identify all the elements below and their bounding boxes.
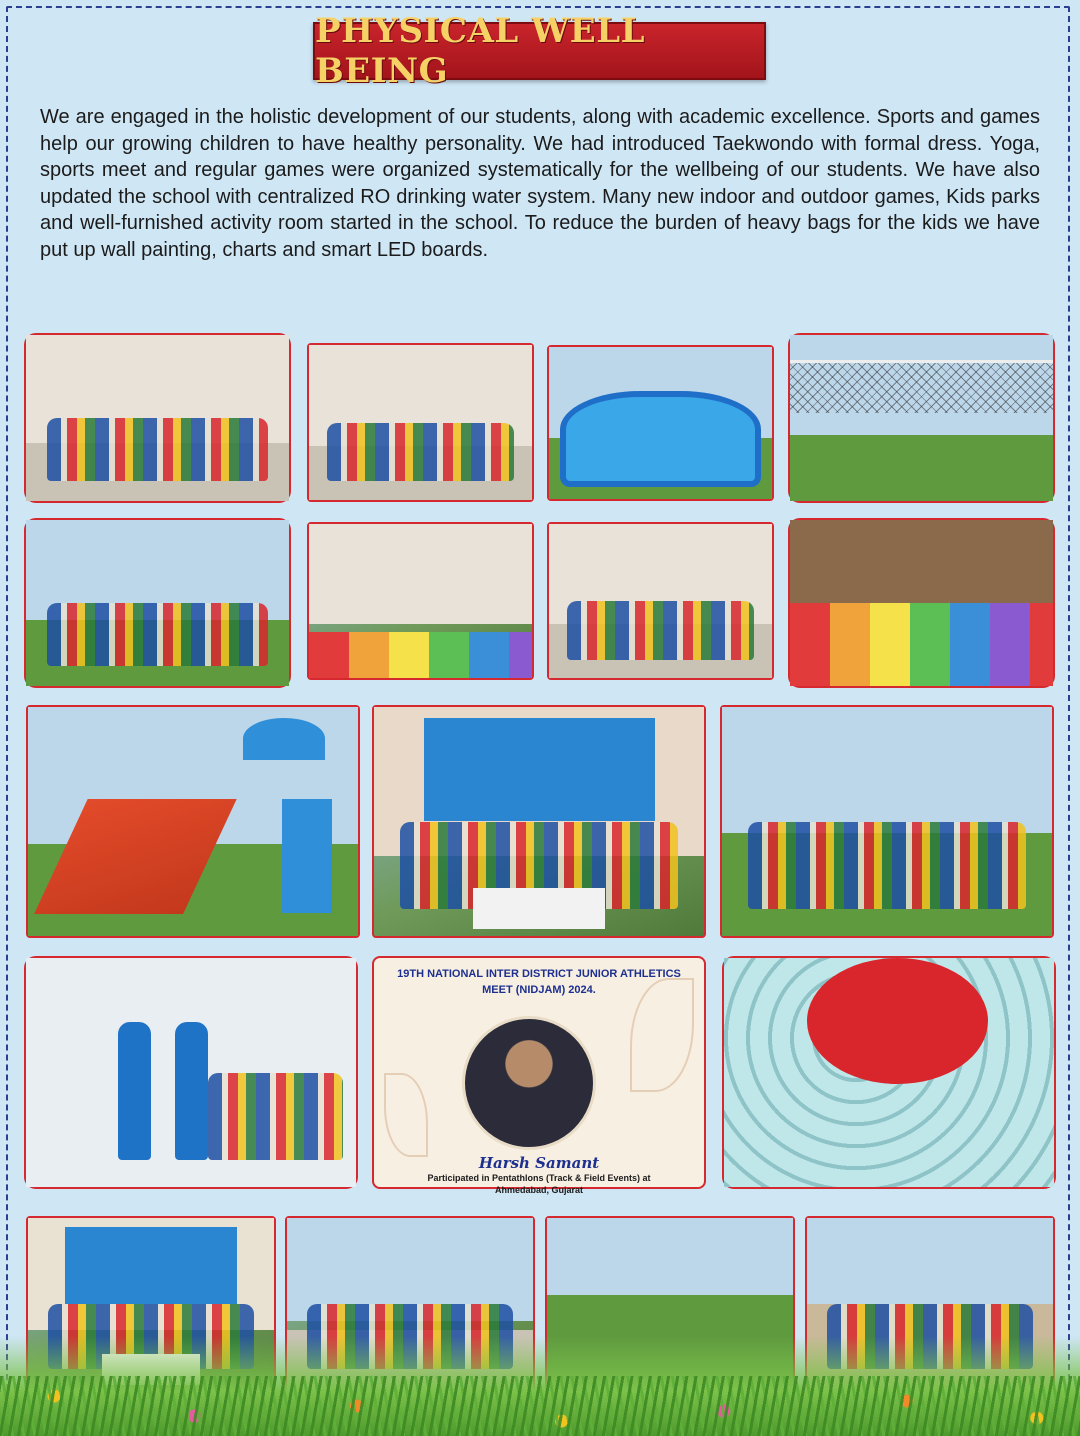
card-title-line: 19TH NATIONAL INTER DISTRICT JUNIOR ATHLETICS [397,968,681,980]
photo-volleyball [788,333,1055,503]
student-name: Harsh Samant [478,1154,600,1172]
photo-paddle-pool [547,345,774,501]
photo-sports-meet-students [547,522,774,680]
avatar [462,1016,596,1150]
photo-athletic-meet-podium [372,705,706,938]
photo-taekwondo-class [24,333,291,503]
caption-line: Participated in Pentathlons (Track & Field Events) at [427,1173,651,1183]
caption-line: Ahmedabad, Gujarat [494,1185,584,1195]
card-title-line: MEET (NIDJAM) 2024. [482,984,596,996]
photo-football-team [720,705,1054,938]
photo-rolling-tube [722,956,1056,1189]
photo-group-indoor [307,343,534,502]
achievement-card [372,956,706,1195]
photo-activity-room [307,522,534,680]
card-title [374,966,704,998]
card-caption [374,1172,704,1196]
photo-kids-park [26,705,360,938]
intro-paragraph: We are engaged in the holistic development of our students, along with academic excellence. Sports and games help our growing children to have healthy personality. We had introduced Taekwondo with formal dress. Yoga, sports meet and regular games were organized systematically for the wellbeing of our students. We have also updated the school with centralized RO drinking water system. Many new indoor and outdoor games, Kids parks and well-furnished activity room started in the school. To reduce the burden of heavy bags for the kids we have put up wall painting, charts and smart LED boards. [40,106,1040,261]
title-banner [313,11,766,91]
photo-ro-water-system [24,956,358,1189]
leaf-decoration [384,1073,428,1157]
photo-yoga [788,518,1055,688]
grass-decoration [0,1376,1080,1436]
page-title: PHYSICAL WELL BEING [315,11,646,91]
photo-ribbon-cutting [24,518,291,688]
